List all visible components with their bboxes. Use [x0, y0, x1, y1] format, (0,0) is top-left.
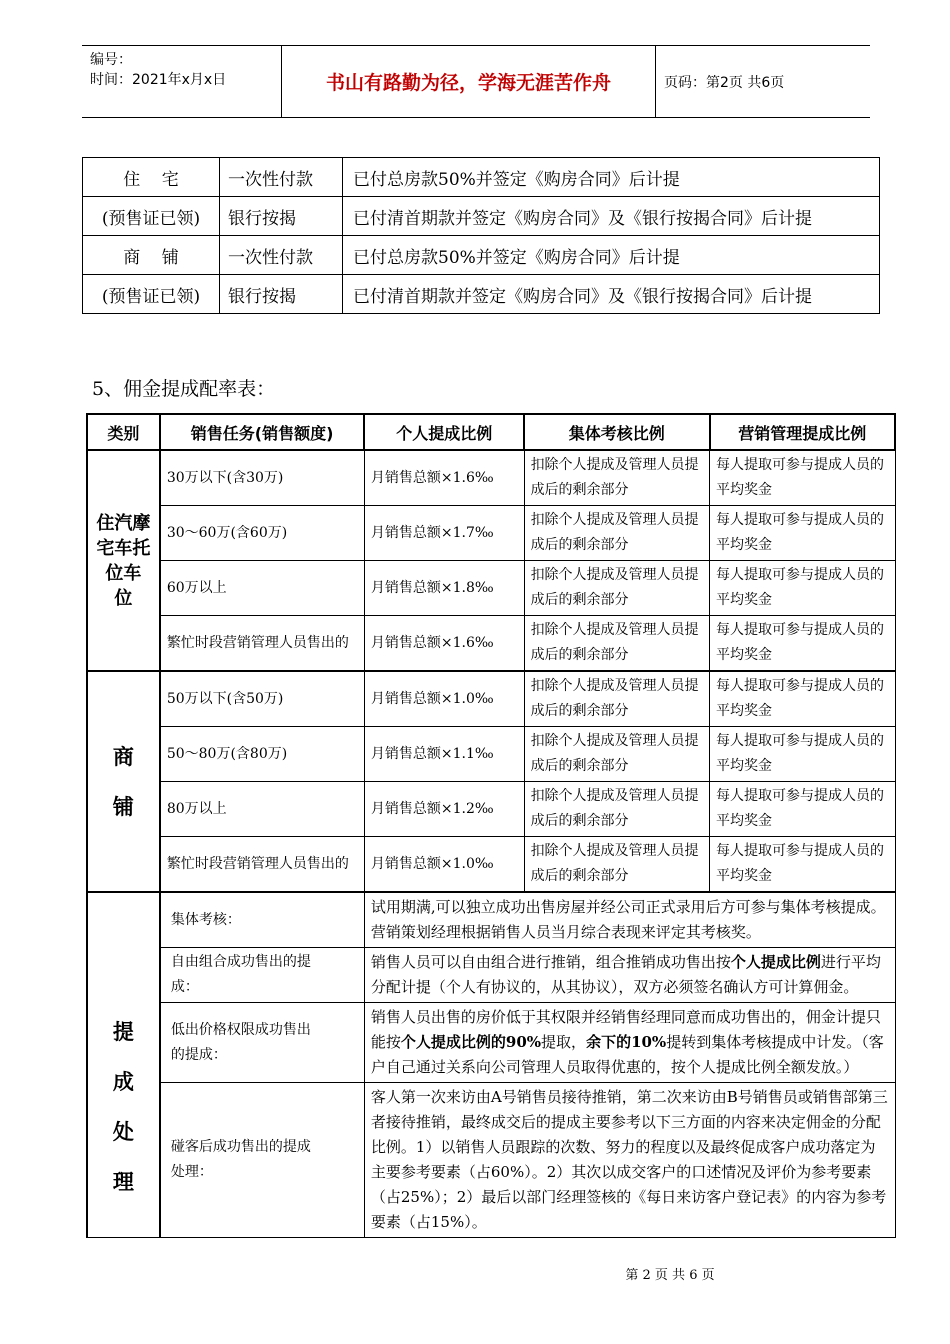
task-cell: 30～60万(含60万): [160, 506, 365, 561]
collective-rate-cell: 扣除个人提成及管理人员提成后的剩余部分: [524, 616, 709, 672]
category-cell: (预售证已领): [83, 197, 220, 236]
payment-cell: 一次性付款: [220, 158, 343, 197]
table-row: [83, 275, 880, 314]
collective-rate-cell: 扣除个人提成及管理人员提成后的剩余部分: [524, 782, 709, 837]
table-row: [83, 236, 880, 275]
collective-rate-cell: 扣除个人提成及管理人员提成后的剩余部分: [524, 450, 709, 506]
category-label-line: 理: [112, 1170, 134, 1194]
collective-rate-cell: 扣除个人提成及管理人员提成后的剩余部分: [524, 837, 709, 893]
category-label-line: 住汽摩: [96, 512, 151, 534]
rule-item-cell: 碰客后成功售出的提成处理：: [160, 1083, 365, 1238]
management-rate-cell: 每人提取可参与提成人员的平均奖金: [710, 837, 895, 893]
page-header: [82, 45, 870, 118]
table-row: [87, 616, 895, 672]
category-label-line: 成: [112, 1070, 134, 1094]
personal-rate-cell: 月销售总额×1.0‰: [364, 837, 524, 893]
header-cell: 类别: [87, 414, 160, 450]
management-rate-cell: 每人提取可参与提成人员的平均奖金: [710, 782, 895, 837]
collective-rate-cell: 扣除个人提成及管理人员提成后的剩余部分: [524, 506, 709, 561]
table-row: [87, 782, 895, 837]
category-cell: 住 宅: [83, 158, 220, 197]
table-row: [87, 561, 895, 616]
condition-cell: 已付总房款50%并签定《购房合同》后计提: [343, 158, 880, 197]
table-row: [87, 1003, 895, 1083]
management-rate-cell: 每人提取可参与提成人员的平均奖金: [710, 506, 895, 561]
personal-rate-cell: 月销售总额×1.8‰: [364, 561, 524, 616]
table-row: [87, 506, 895, 561]
collective-rate-cell: 扣除个人提成及管理人员提成后的剩余部分: [524, 671, 709, 727]
rule-text-part: 个人提成比例的90%: [400, 1033, 542, 1051]
rule-item-cell: 集体考核：: [160, 892, 365, 948]
rule-item-cell: 低出价格权限成功售出的提成：: [160, 1003, 365, 1083]
management-rate-cell: 每人提取可参与提成人员的平均奖金: [710, 450, 895, 506]
collective-rate-cell: 扣除个人提成及管理人员提成后的剩余部分: [524, 727, 709, 782]
personal-rate-cell: 月销售总额×1.7‰: [364, 506, 524, 561]
rule-text-part: 提取，: [541, 1033, 587, 1051]
rule-text-part: 余下的10%: [586, 1033, 667, 1051]
header-meta: [90, 50, 226, 90]
personal-rate-cell: 月销售总额×1.2‰: [364, 782, 524, 837]
rule-text-part: 销售人员可以自由组合进行推销，组合推销成功售出按: [370, 953, 731, 971]
table-row: [87, 671, 895, 727]
table-row: [87, 837, 895, 893]
condition-cell: 已付清首期款并签定《购房合同》及《银行按揭合同》后计提: [343, 275, 880, 314]
category-label-line: 提: [112, 1020, 134, 1044]
category-label-cell: [87, 450, 160, 671]
table-row: [83, 197, 880, 236]
rule-text-part: 提转到集体考核提成中计发。（客户自己通过关系向公司管理人员取得优惠的，按个人提成比例全额发放。）: [370, 1033, 884, 1076]
rule-text-part: 个人提成比例: [730, 953, 821, 971]
table-row: [87, 1083, 895, 1238]
category-label-line: 铺: [112, 794, 134, 819]
table-row: [87, 948, 895, 1003]
management-rate-cell: 每人提取可参与提成人员的平均奖金: [710, 561, 895, 616]
header-cell: 营销管理提成比例: [710, 414, 895, 450]
rule-text-cell: 客人第一次来访由A号销售员接待推销，第二次来访由B号销售员或销售部第三者接待推销，最终成交后的提成主要参考以下三方面的内容来决定佣金的分配比例。1）以销售人员跟踪的次数、努力的程度以及最终促成客户成功落定为主要参考要素（占60%）。2）其次以成交客户的口述情况及评价为参考要素（占25%）；2）最后以部门经理签核的《每日来访客户登记表》的内容为参考要素（占15%）。: [364, 1083, 895, 1238]
condition-cell: 已付总房款50%并签定《购房合同》后计提: [343, 236, 880, 275]
rule-item-cell: 自由组合成功售出的提成：: [160, 948, 365, 1003]
task-cell: 60万以上: [160, 561, 365, 616]
header-cell: 集体考核比例: [524, 414, 709, 450]
category-cell: (预售证已领): [83, 275, 220, 314]
table-row: [87, 727, 895, 782]
category-label-cell: [87, 892, 160, 1238]
category-label-line: 位: [114, 587, 133, 609]
commission-trigger-table: [82, 157, 880, 314]
page-footer: 第 2 页 共 6 页: [625, 1268, 715, 1283]
condition-cell: 已付清首期款并签定《购房合同》及《银行按揭合同》后计提: [343, 197, 880, 236]
task-cell: 50万以下(含50万): [160, 671, 365, 727]
task-cell: 50～80万(含80万): [160, 727, 365, 782]
task-cell: 繁忙时段营销管理人员售出的: [160, 837, 365, 893]
task-cell: 30万以下(含30万): [160, 450, 365, 506]
task-cell: 80万以上: [160, 782, 365, 837]
management-rate-cell: 每人提取可参与提成人员的平均奖金: [710, 727, 895, 782]
number-label: 编号：: [90, 52, 132, 68]
rule-text-cell: 试用期满,可以独立成功出售房屋并经公司正式录用后方可参与集体考核提成。营销策划经理根据销售人员当月综合表现来评定其考核奖。: [364, 892, 895, 948]
category-label-line: 处: [112, 1120, 134, 1144]
commission-rate-table: [86, 413, 896, 1238]
management-rate-cell: 每人提取可参与提成人员的平均奖金: [710, 616, 895, 672]
table-row: [83, 158, 880, 197]
category-label-line: 宅车托: [96, 537, 151, 559]
management-rate-cell: 每人提取可参与提成人员的平均奖金: [710, 671, 895, 727]
section-title: 5、佣金提成配率表：: [92, 378, 276, 400]
header-cell: 销售任务(销售额度): [160, 414, 365, 450]
rule-text-part: 销售人员出售的房价低于其权限并经销售经理同意而成功售出的，佣金计提只能按: [370, 1008, 881, 1051]
category-label-line: 商: [112, 744, 134, 769]
page-indicator: 页码：第2页 共6页: [664, 75, 785, 91]
category-label-line: 位车: [105, 562, 142, 584]
task-cell: 繁忙时段营销管理人员售出的: [160, 616, 365, 672]
table-row: [87, 450, 895, 506]
table-row: [87, 892, 895, 948]
category-label-cell: [87, 671, 160, 892]
rule-text-cell: [364, 948, 895, 1003]
personal-rate-cell: 月销售总额×1.1‰: [364, 727, 524, 782]
payment-cell: 银行按揭: [220, 275, 343, 314]
personal-rate-cell: 月销售总额×1.6‰: [364, 616, 524, 672]
rule-text-cell: [364, 1003, 895, 1083]
rule-text-part: 进行平均分配计提（个人有协议的，从其协议），双方必须签名确认方可计算佣金。: [370, 953, 881, 996]
payment-cell: 银行按揭: [220, 197, 343, 236]
category-cell: 商 铺: [83, 236, 220, 275]
header-motto: 书山有路勤为径，学海无涯苦作舟: [325, 72, 611, 94]
personal-rate-cell: 月销售总额×1.0‰: [364, 671, 524, 727]
header-cell: 个人提成比例: [364, 414, 524, 450]
collective-rate-cell: 扣除个人提成及管理人员提成后的剩余部分: [524, 561, 709, 616]
time-label: 时间：2021年x月x日: [90, 72, 227, 88]
table-header-row: [87, 414, 895, 450]
personal-rate-cell: 月销售总额×1.6‰: [364, 450, 524, 506]
payment-cell: 一次性付款: [220, 236, 343, 275]
